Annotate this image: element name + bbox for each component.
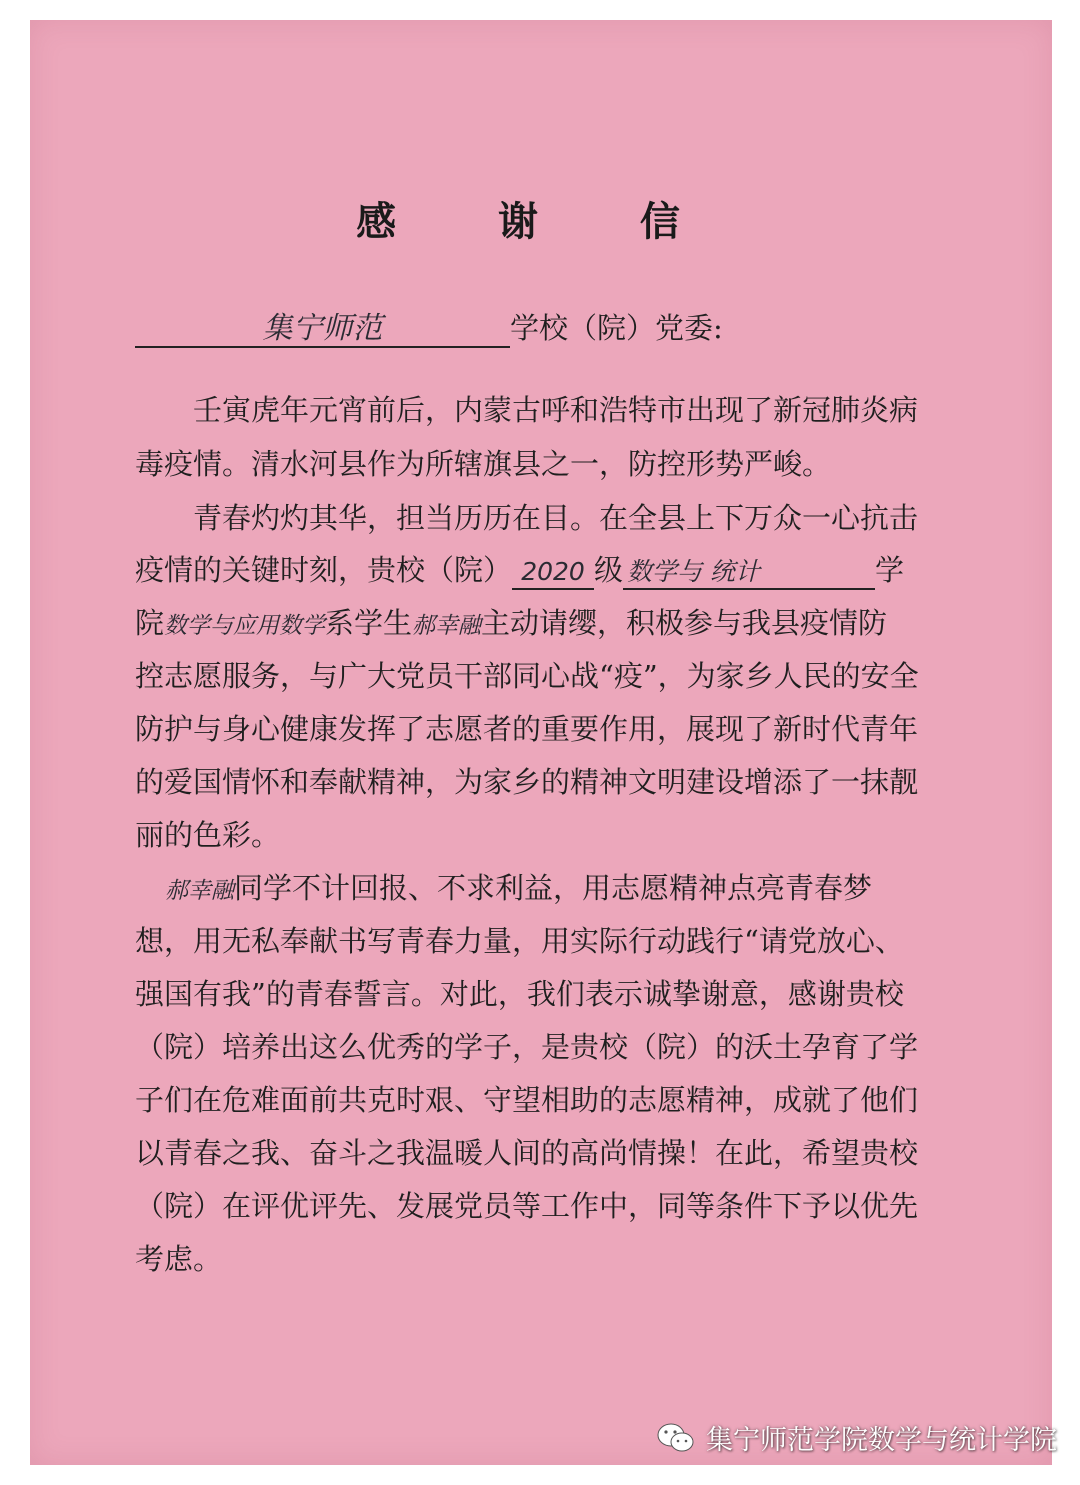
paragraph-1-line-2: 毒疫情。清水河县作为所辖旗县之一，防控形势严峻。	[135, 447, 832, 481]
paragraph-3-line-7: （院）在评优评先、发展党员等工作中，同等条件下予以优先	[135, 1189, 919, 1223]
paragraph-1-line-1: 壬寅虎年元宵前后，内蒙古呼和浩特市出现了新冠肺炎病	[193, 393, 919, 427]
paragraph-2-line-7: 丽的色彩。	[135, 818, 281, 852]
addressee-handwriting: 集宁师范	[262, 311, 383, 346]
grade-blank	[512, 552, 594, 590]
addressee-line	[135, 302, 723, 354]
major-handwriting: 数学与 统计	[627, 557, 760, 586]
paragraph-2-line-3	[135, 597, 887, 649]
paragraph-2-line-3-mid: 系学生	[325, 606, 413, 640]
paragraph-3-line-1-suffix: 同学不计回报、不求利益，用志愿精神点亮青春梦	[234, 871, 873, 905]
student-name-handwriting: 郝幸融	[412, 613, 482, 639]
paragraph-2-line-6: 的爱国情怀和奉献精神，为家乡的精神文明建设增添了一抹靓	[135, 765, 919, 799]
paragraph-3-line-5: 子们在危难面前共克时艰、守望相助的志愿精神，成就了他们	[135, 1083, 919, 1117]
department-handwriting: 数学与应用数学	[164, 613, 326, 639]
paragraph-2-line-2-suffix: 学	[875, 553, 905, 587]
wechat-watermark	[656, 1418, 1057, 1457]
student-name-handwriting-2: 郝幸融	[165, 878, 234, 904]
paragraph-3-line-2: 想，用无私奉献书写青春力量，用实际行动践行“请党放心、	[135, 924, 904, 958]
paragraph-2-line-2-prefix: 疫情的关键时刻，贵校（院）	[135, 553, 513, 587]
paragraph-2-line-3-prefix: 院	[135, 606, 165, 640]
addressee-suffix: 学校（院）党委:	[510, 311, 723, 345]
watermark-text: 集宁师范学院数学与统计学院	[706, 1425, 1057, 1456]
paragraph-2-line-4: 控志愿服务，与广大党员干部同心战“疫”，为家乡人民的安全	[135, 659, 919, 693]
paragraph-3-line-6: 以青春之我、奋斗之我温暖人间的高尚情操！在此，希望贵校	[135, 1136, 919, 1170]
paragraph-3-line-4: （院）培养出这么优秀的学子，是贵校（院）的沃土孕育了学	[135, 1030, 919, 1064]
paragraph-2-line-5: 防护与身心健康发挥了志愿者的重要作用，展现了新时代青年	[135, 712, 919, 746]
paragraph-2-line-1: 青春灼灼其华，担当历历在目。在全县上下万众一心抗击	[193, 501, 919, 535]
addressee-blank	[135, 310, 510, 348]
paragraph-2-line-2	[135, 544, 904, 596]
letter-title: 感 谢 信	[356, 198, 724, 245]
major-blank	[623, 552, 875, 590]
paragraph-3-line-8: 考虑。	[135, 1242, 223, 1276]
grade-suffix: 级	[594, 553, 624, 587]
wechat-icon	[656, 1422, 696, 1454]
grade-handwriting: 2020	[521, 557, 585, 586]
paragraph-3-line-3: 强国有我”的青春誓言。对此，我们表示诚挚谢意，感谢贵校	[135, 977, 904, 1011]
paragraph-3-line-1	[165, 862, 872, 914]
paragraph-2-line-3-suffix: 主动请缨，积极参与我县疫情防	[481, 606, 888, 640]
